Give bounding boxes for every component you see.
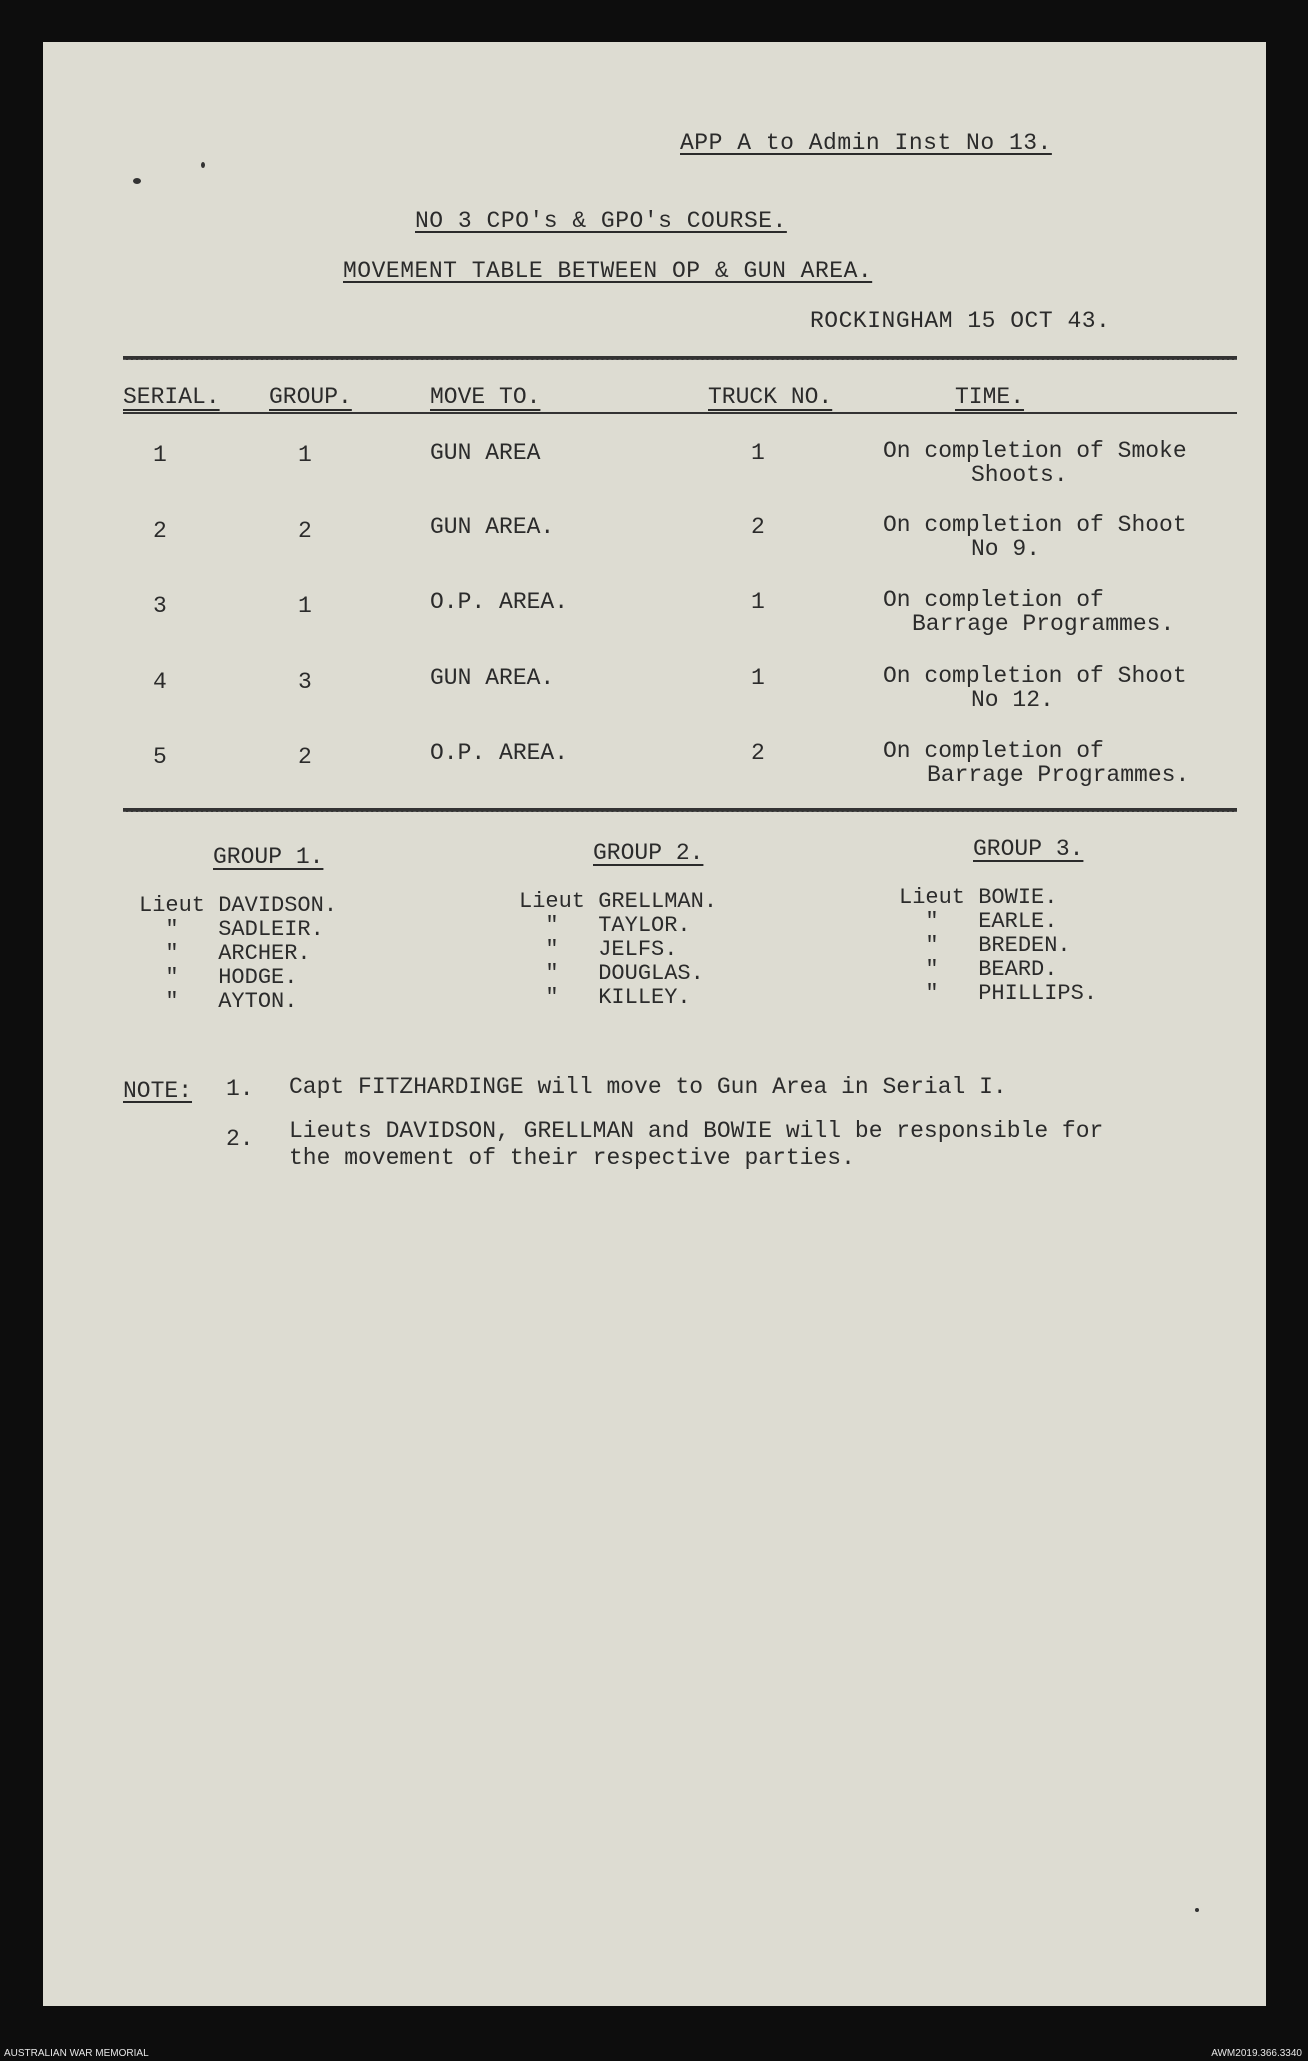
group-member: " BEARD. (899, 957, 1058, 982)
cell-time-line2: Barrage Programmes. (927, 762, 1190, 788)
cell-truck: 2 (751, 740, 765, 766)
cell-time-line1: On completion of Shoot (883, 663, 1187, 689)
cell-time-line2: No 9. (971, 536, 1041, 562)
group-member: " HODGE. (139, 965, 298, 990)
top-rule (123, 356, 1237, 360)
group-member: " SADLEIR. (139, 917, 324, 942)
footer-left: AUSTRALIAN WAR MEMORIAL (4, 2048, 149, 2059)
document-page (43, 42, 1266, 2006)
cell-time-line2: Barrage Programmes. (912, 611, 1175, 637)
group-member: Lieut DAVIDSON. (139, 893, 338, 918)
cell-move-to: O.P. AREA. (430, 589, 569, 615)
group-title: GROUP 1. (213, 844, 324, 870)
group-member: Lieut GRELLMAN. (519, 889, 718, 914)
cell-time-line2: No 12. (971, 687, 1054, 713)
group-member: " JELFS. (519, 937, 678, 962)
cell-serial: 4 (153, 669, 167, 695)
cell-time-line1: On completion of (883, 587, 1104, 613)
course-title: NO 3 CPO's & GPO's COURSE. (415, 208, 787, 234)
group-title: GROUP 2. (593, 840, 704, 866)
cell-group: 2 (298, 744, 312, 770)
cell-truck: 2 (751, 514, 765, 540)
group-title: GROUP 3. (973, 836, 1084, 862)
note-item-number: 1. (226, 1076, 254, 1102)
group-member: " BREDEN. (899, 933, 1071, 958)
note-item-text: Capt FITZHARDINGE will move to Gun Area in Serial I. (289, 1074, 1007, 1100)
col-header-serial: SERIAL. (123, 384, 220, 410)
col-header-move-to: MOVE TO. (430, 384, 541, 410)
group-member: " EARLE. (899, 909, 1058, 934)
cell-move-to: O.P. AREA. (430, 740, 569, 766)
cell-group: 1 (298, 593, 312, 619)
cell-time-line2: Shoots. (971, 462, 1068, 488)
cell-move-to: GUN AREA. (430, 514, 555, 540)
note-item-number: 2. (226, 1126, 254, 1152)
cell-time-line1: On completion of (883, 738, 1104, 764)
cell-truck: 1 (751, 440, 765, 466)
appendix-reference: APP A to Admin Inst No 13. (680, 130, 1052, 156)
cell-serial: 5 (153, 744, 167, 770)
document-title: MOVEMENT TABLE BETWEEN OP & GUN AREA. (343, 258, 873, 284)
cell-group: 3 (298, 669, 312, 695)
cell-time-line1: On completion of Shoot (883, 512, 1187, 538)
cell-serial: 1 (153, 442, 167, 468)
cell-serial: 2 (153, 518, 167, 544)
cell-truck: 1 (751, 665, 765, 691)
group-member: " AYTON. (139, 989, 298, 1014)
ink-speck (201, 162, 205, 168)
group-member: Lieut BOWIE. (899, 885, 1058, 910)
ink-speck (1195, 1908, 1199, 1912)
col-header-time: TIME. (955, 384, 1025, 410)
note-label: NOTE: (123, 1078, 193, 1104)
note-item-text: Lieuts DAVIDSON, GRELLMAN and BOWIE will be responsible for the movement of their respective parties. (289, 1118, 1104, 1171)
ink-speck (133, 178, 141, 184)
col-header-group: GROUP. (269, 384, 352, 410)
group-member: " ARCHER. (139, 941, 311, 966)
group-member: " TAYLOR. (519, 913, 691, 938)
place-date: ROCKINGHAM 15 OCT 43. (810, 308, 1111, 334)
col-header-truck-no: TRUCK NO. (708, 384, 833, 410)
group-member: " DOUGLAS. (519, 961, 704, 986)
cell-group: 2 (298, 518, 312, 544)
group-member: " KILLEY. (519, 985, 691, 1010)
cell-move-to: GUN AREA (430, 440, 541, 466)
header-rule (123, 412, 1237, 414)
bottom-rule (123, 808, 1237, 812)
cell-time-line1: On completion of Smoke (883, 438, 1187, 464)
group-member: " PHILLIPS. (899, 981, 1098, 1006)
cell-serial: 3 (153, 593, 167, 619)
cell-truck: 1 (751, 589, 765, 615)
footer-right: AWM2019.366.3340 (1211, 2048, 1302, 2059)
cell-move-to: GUN AREA. (430, 665, 555, 691)
cell-group: 1 (298, 442, 312, 468)
